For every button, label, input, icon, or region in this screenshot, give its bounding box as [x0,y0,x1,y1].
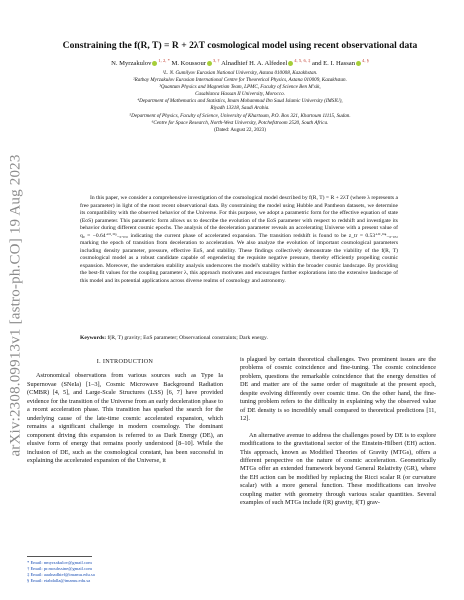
affiliation: ¹L. N. Gumilyov Eurasian National University, Astana 010008, Kazakhstan. [162,70,318,76]
arxiv-stamp-text: arXiv:2308.09913v1 [astro-ph.CO] 19 Aug 2023 [7,153,24,457]
affiliation: ⁵Department of Physics, Faculty of Science, University of Khartoum, P.O. Box 321, Khartoum 11115, Sudan. [129,112,351,119]
keywords-text: f(R, T) gravity; EoS parameter; Observational constraints; Dark energy. [107,335,268,341]
left-column [27,352,223,465]
author: Alnadhief H. A. Alfedeel $^{4, 5, 6, \ddagger}$ [221,58,311,68]
footnote-divider [27,556,92,557]
footnote-email[interactable]: ‡ Email: aaalnadhief@imamu.edu.sa [27,572,95,578]
footnote-email[interactable]: § Email: eiabdalla@imamu.edu.sa [27,578,91,584]
keywords-label: Keywords: [80,335,107,341]
affiliation: Riyadh 13318, Saudi Arabia. [210,105,270,112]
footnote-email[interactable]: * Email: nmyrzakulov@gmail.com [27,560,92,565]
author-list [40,58,440,67]
orcid-icon[interactable] [288,61,293,66]
affiliation: ³Quantum Physics and Magnetism Team, LPMC, Faculty of Science Ben M'sik, [159,84,321,91]
orcid-icon[interactable] [207,61,212,66]
abstract-text: In this paper, we consider a comprehensive investigation of the cosmological model described by f(R, T) = R + 2λT (where λ represents a free parameter) in light of the most recent observational data. By constraining the model using Hubble and Pantheon datasets, we determine its compatibility with the observed behavior of the Universe. For this purpose, we adopt a parametric form for the effective equation of state (EoS) parameter. This parametric form allows us to describe the evolution of the EoS parameter with respect to redshift and investigate its behavior during different cosmic epochs. The analysis of the deceleration parameter reveals an accelerating Universe with a present value of q₀ = −0.64⁺⁰·⁰³₋₀.₀₃, indicating the current phase of accelerated expansion. The transition redshift is found to be z_tr = 0.53⁺⁰·⁰⁴₋₀.₀₃, marking the epoch of transition from deceleration to acceleration. We also analyze the evolution of important cosmological parameters including density parameter, pressure, effective EoS, and stability. These findings collectively demonstrate the viability of the f(R, T) cosmological model as a robust candidate capable of engendering the requisite negative pressure, thereby efficiently propelling cosmic expansion. Moreover, the undertaken stability analysis underscores the model's stability within the broader cosmic landscape. By providing the best-fit values for the coupling parameter λ, this approach motivates and encourages further explorations into the extensive landscape of this model and its potential applications across diverse realms of cosmology and astronomy. [80,195,398,285]
orcid-icon[interactable] [356,61,361,66]
date-line: (Dated: August 22, 2023) [214,126,266,133]
author: and E. I. Hassan $^{4, \S}$ [311,58,369,68]
arxiv-stamp [3,140,29,470]
author: N. Myrzakulov $^{1, 2, *}$ [111,58,170,68]
affiliation: ²Ratbay Myrzakulov Eurasian International Centre for Theoretical Physics, Astana 010009, Kazakhstan. [133,77,347,84]
section-heading: I. INTRODUCTION [96,358,154,365]
abstract [80,195,398,286]
affiliation: ⁴Department of Mathematics and Statistics, Imam Mohammad Ibn Saud Islamic University (IMSIU), [137,98,343,105]
footnote-email[interactable]: † Email: pr.mouhssine@gmail.com [27,566,92,572]
footnotes [27,560,223,584]
orcid-icon[interactable] [152,61,157,66]
affiliation: Casablanca Hassan II University, Morocco. [195,91,285,98]
paper-title: Constraining the f(R, T) = R + 2λT cosmological model using recent observational data [62,40,418,51]
paragraph: An alternative avenue to address the challenges posed by DE is to explore modifications to the gravitational sector of the Einstein-Hilbert (EH) action. This approach, known as Modified Theories of Gravity (MTGs), offers a different perspective on the nature of cosmic acceleration. Geometrically MTGs offer an extended framework beyond General Relativity (GR), where the EH action can be modified by replacing the Ricci scalar R (or curvature scalar) with a more general function. These modifications can involve coupling matter with geometry through various scalar quantities. Several examples of such MTGs include f(R) gravity, f(T) grav- [240,431,436,507]
paragraph: is plagued by certain theoretical challenges. Two prominent issues are the problems of cosmic coincidence and fine-tuning. The cosmic coincidence problem, questions the remarkable coincidence that the energy densities of DE and matter are of the same order of magnitude at the present epoch, despite evolving differently over cosmic time. On the other hand, the fine-tuning problem refers to the difficulty in explaining why the observed value of DE density is so incredibly small compared to theoretical predictions [11, 12]. [240,356,436,423]
author: M. Koussour $^{3, \dagger}$ [171,58,220,68]
keywords [80,335,398,341]
right-column [240,356,436,508]
paragraph: Astronomical observations from various sources such as Type Ia Supernovae (SNeIa) [1–3], Cosmic Microwave Background Radiation (CMBR) [4, 5], and Large-Scale Structures (LSS) [6, 7] have provided evidence for the transition of the Universe from an early deceleration phase to a recent acceleration phase. This transition has sparked the search for the underlying cause of the late-time cosmic accelerated expansion, which remains a significant challenge in modern cosmology. The dominant component driving this expansion is referred to as Dark Energy (DE), an elusive form of energy that remains poorly understood [8–10]. While the inclusion of DE, such as the cosmological constant, has been successful in explaining the accelerated expansion of the Universe, it [27,372,223,464]
affiliations [60,70,420,134]
affiliation: ⁶Centre for Space Research, North-West University, Potchefstroom 2520, South Africa. [151,119,329,126]
